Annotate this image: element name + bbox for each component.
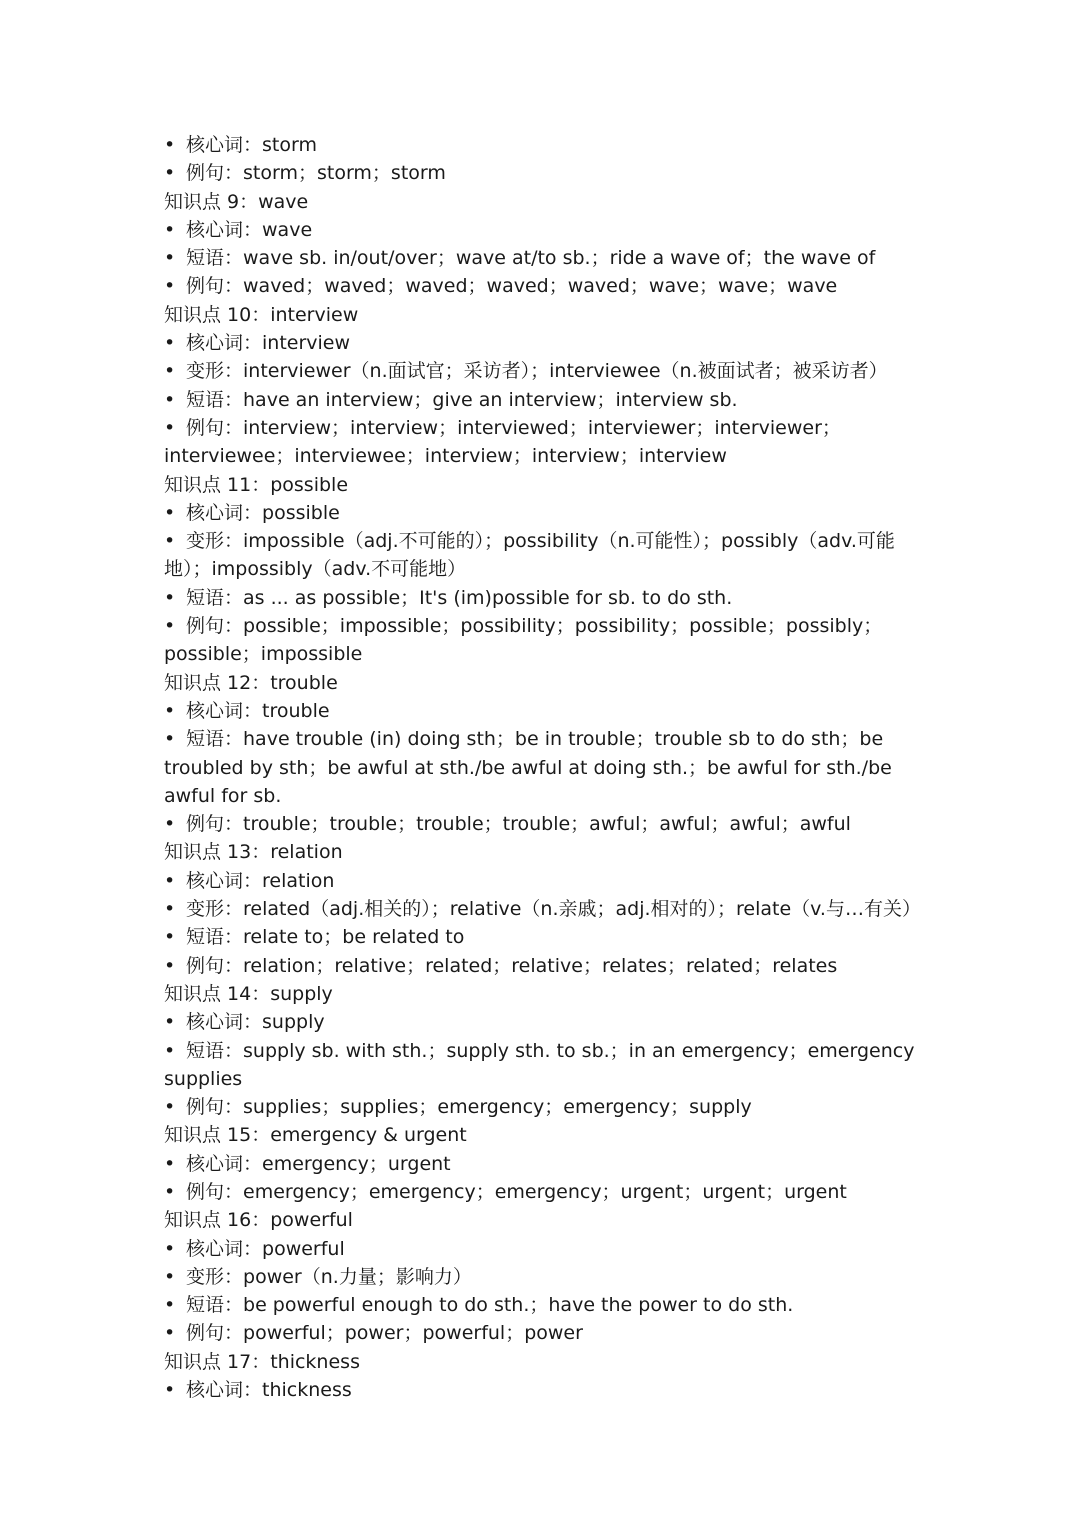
bullet-icon: • <box>164 134 176 156</box>
item-content: powerful；power；powerful；power <box>243 1322 583 1345</box>
bullet-item <box>164 499 924 527</box>
bullet-icon: • <box>164 1180 176 1203</box>
item-content: have an interview；give an interview；interview sb. <box>243 388 738 411</box>
item-content: interview；interview；interviewed；interviewer；interviewer；interviewee；interviewee；interview；interview；interview <box>164 416 841 468</box>
bullet-icon: • <box>164 869 176 892</box>
item-content: trouble；trouble；trouble；trouble；awful；awful；awful；awful <box>243 813 851 836</box>
item-label: 例句： <box>186 1322 244 1345</box>
bullet-item <box>164 414 924 471</box>
bullet-item <box>164 697 924 725</box>
bullet-item <box>164 159 924 187</box>
bullet-item <box>164 810 924 838</box>
item-label: 变形： <box>186 530 244 553</box>
bullet-item <box>164 1093 924 1121</box>
item-label: 短语： <box>186 1294 244 1317</box>
item-content: power（n.力量；影响力） <box>243 1265 472 1288</box>
item-label: 短语： <box>186 388 244 411</box>
bullet-icon: • <box>164 926 176 949</box>
item-content: supply <box>262 1011 325 1034</box>
item-content: storm <box>262 134 317 156</box>
item-label: 核心词： <box>186 134 263 156</box>
item-label: 核心词： <box>186 1379 263 1402</box>
item-label: 短语： <box>186 586 244 609</box>
bullet-item <box>164 1178 924 1206</box>
bullet-icon: • <box>164 728 176 751</box>
item-content: be powerful enough to do sth.；have the power to do sth. <box>243 1294 794 1317</box>
knowledge-point-heading: 知识点 15：emergency & urgent <box>164 1124 467 1147</box>
bullet-icon: • <box>164 1379 176 1402</box>
item-content: thickness <box>262 1379 352 1402</box>
item-label: 变形： <box>186 360 244 383</box>
bullet-icon: • <box>164 416 176 439</box>
bullet-icon: • <box>164 247 176 270</box>
bullet-icon: • <box>164 954 176 977</box>
bullet-icon: • <box>164 586 176 609</box>
bullet-icon: • <box>164 1265 176 1288</box>
item-label: 变形： <box>186 1265 244 1288</box>
item-label: 例句： <box>186 416 244 439</box>
item-label: 例句： <box>186 813 244 836</box>
bullet-icon: • <box>164 699 176 722</box>
item-label: 核心词： <box>186 1152 263 1175</box>
item-content: storm；storm；storm <box>243 162 446 185</box>
bullet-item <box>164 725 924 810</box>
bullet-item <box>164 244 924 272</box>
item-content: trouble <box>262 699 330 722</box>
bullet-icon: • <box>164 615 176 638</box>
bullet-icon: • <box>164 1011 176 1034</box>
bullet-icon: • <box>164 360 176 383</box>
item-label: 核心词： <box>186 332 263 355</box>
bullet-icon: • <box>164 218 176 241</box>
bullet-icon: • <box>164 332 176 355</box>
knowledge-point-heading: 知识点 16：powerful <box>164 1209 353 1232</box>
item-label: 核心词： <box>186 501 263 524</box>
item-label: 变形： <box>186 898 244 921</box>
item-label: 短语： <box>186 926 244 949</box>
item-content: possible <box>262 501 340 524</box>
knowledge-point-heading: 知识点 17：thickness <box>164 1350 360 1373</box>
item-content: supply sb. with sth.；supply sth. to sb.；in an emergency；emergency supplies <box>164 1039 915 1090</box>
bullet-item <box>164 952 924 980</box>
item-label: 短语： <box>186 728 244 751</box>
item-content: as ... as possible；It's (im)possible for sb. to do sth. <box>243 586 733 609</box>
bullet-item <box>164 895 924 923</box>
bullet-icon: • <box>164 1096 176 1119</box>
bullet-item <box>164 1235 924 1263</box>
knowledge-point-heading: 知识点 9：wave <box>164 190 309 213</box>
knowledge-point-heading: 知识点 11：possible <box>164 473 349 496</box>
item-label: 例句： <box>186 1180 244 1203</box>
item-content: related（adj.相关的）；relative（n.亲戚；adj.相对的）；relate（v.与…有关） <box>243 898 921 921</box>
item-label: 例句： <box>186 615 244 638</box>
item-label: 例句： <box>186 162 244 185</box>
item-content: powerful <box>262 1237 345 1260</box>
item-content: wave sb. in/out/over；wave at/to sb.；ride a wave of；the wave of <box>243 247 876 270</box>
knowledge-point-heading: 知识点 13：relation <box>164 841 343 864</box>
item-content: emergency；emergency；emergency；urgent；urgent；urgent <box>243 1180 847 1203</box>
item-label: 例句： <box>186 275 244 298</box>
knowledge-point-heading: 知识点 10：interview <box>164 303 359 326</box>
bullet-item <box>164 131 924 159</box>
bullet-item <box>164 329 924 357</box>
item-content: wave <box>262 218 313 241</box>
item-content: possible；impossible；possibility；possibility；possible；possibly；possible；impossible <box>164 615 883 666</box>
document-page <box>164 131 924 1404</box>
bullet-item <box>164 1291 924 1319</box>
item-content: relation <box>262 869 335 892</box>
knowledge-point-heading: 知识点 14：supply <box>164 982 333 1005</box>
item-content: interview <box>262 332 351 355</box>
item-content: relate to；be related to <box>243 926 465 949</box>
bullet-item <box>164 1037 924 1094</box>
bullet-icon: • <box>164 813 176 836</box>
item-label: 例句： <box>186 954 244 977</box>
bullet-item <box>164 1150 924 1178</box>
bullet-icon: • <box>164 1322 176 1345</box>
bullet-item <box>164 867 924 895</box>
item-label: 核心词： <box>186 869 263 892</box>
item-content: supplies；supplies；emergency；emergency；supply <box>243 1096 752 1119</box>
bullet-item <box>164 923 924 951</box>
bullet-icon: • <box>164 501 176 524</box>
bullet-icon: • <box>164 898 176 921</box>
item-content: emergency；urgent <box>262 1152 451 1175</box>
bullet-item <box>164 612 924 669</box>
bullet-item <box>164 584 924 612</box>
bullet-item <box>164 386 924 414</box>
item-label: 短语： <box>186 1039 244 1062</box>
item-label: 核心词： <box>186 218 263 241</box>
bullet-item <box>164 1319 924 1347</box>
bullet-item <box>164 1376 924 1404</box>
item-label: 例句： <box>186 1096 244 1119</box>
item-content: impossible（adj.不可能的）；possibility（n.可能性）；possibly（adv.可能地）；impossibly（adv.不可能地） <box>164 530 895 581</box>
item-content: waved；waved；waved；waved；waved；wave；wave；wave <box>243 275 838 298</box>
bullet-icon: • <box>164 388 176 411</box>
item-label: 核心词： <box>186 1011 263 1034</box>
bullet-icon: • <box>164 162 176 185</box>
bullet-item <box>164 272 924 300</box>
bullet-icon: • <box>164 275 176 298</box>
bullet-item <box>164 1263 924 1291</box>
bullet-icon: • <box>164 1152 176 1175</box>
item-label: 核心词： <box>186 1237 263 1260</box>
bullet-item <box>164 357 924 385</box>
bullet-icon: • <box>164 1237 176 1260</box>
item-content: relation；relative；related；relative；relates；related；relates <box>243 954 838 977</box>
bullet-icon: • <box>164 1039 176 1062</box>
item-label: 核心词： <box>186 699 263 722</box>
knowledge-point-heading: 知识点 12：trouble <box>164 671 338 694</box>
bullet-item <box>164 527 924 584</box>
bullet-icon: • <box>164 1294 176 1317</box>
item-label: 短语： <box>186 247 244 270</box>
bullet-icon: • <box>164 530 176 553</box>
bullet-item <box>164 216 924 244</box>
item-content: have trouble (in) doing sth；be in trouble；trouble sb to do sth；be troubled by sth；be awful at sth./be awful at doing sth.；be awful for sth./be awful for sb. <box>164 728 892 807</box>
bullet-item <box>164 1008 924 1036</box>
item-content: interviewer（n.面试官；采访者）；interviewee（n.被面试者；被采访者） <box>243 360 888 383</box>
